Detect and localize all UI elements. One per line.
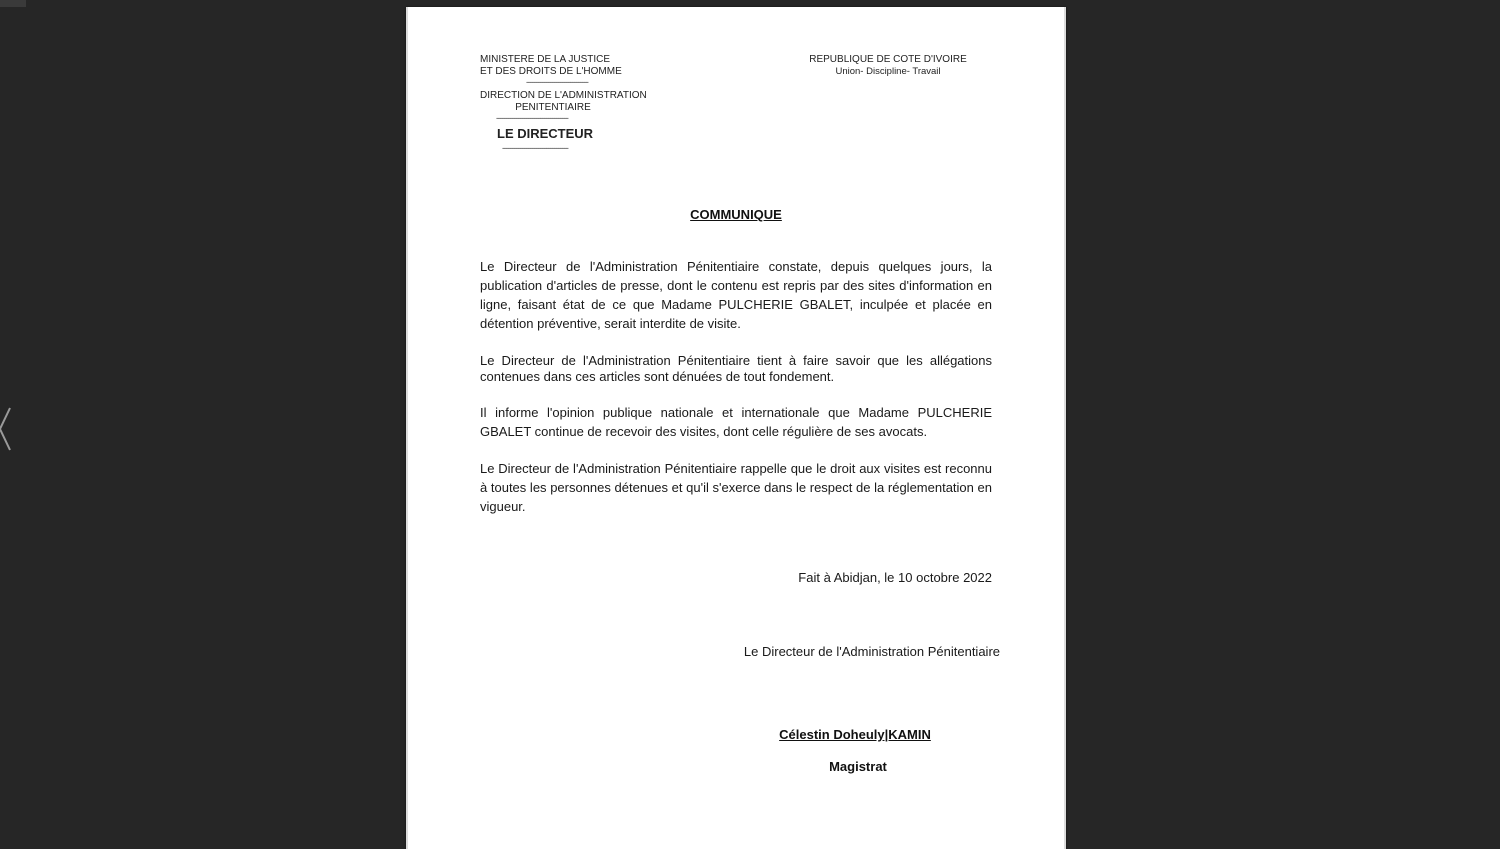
header-separator-3: ---------------------------------: [502, 144, 568, 152]
paragraph-3: Il informe l'opinion publique nationale et internationale que Madame PULCHERIE GBALET continue de recevoir des visites, dont celle régulière de ses avocats.: [480, 405, 992, 439]
header-republic-block: [788, 54, 988, 78]
director-heading: LE DIRECTEUR: [497, 126, 594, 141]
republic-name: REPUBLIQUE DE COTE D'IVOIRE: [809, 54, 967, 65]
paragraph-1: Le Directeur de l'Administration Pénitentiaire constate, depuis quelques jours, la publication d'articles de presse, dont le contenu est repris par des sites d'information en ligne, faisant état de ce que Madame PULCHERIE GBALET, inculpée et placée en détention préventive, serait interdite de visite.: [480, 259, 992, 331]
document-title: COMMUNIQUE: [690, 207, 782, 222]
ministry-line-2: ET DES DROITS DE L'HOMME: [480, 66, 622, 77]
header-ministry-block: [480, 54, 670, 152]
signer-name: Célestin Doheuly|KAMIN: [779, 727, 931, 742]
signer-role: Le Directeur de l'Administration Pénitentiaire: [743, 644, 1000, 659]
previous-arrow-icon[interactable]: [0, 404, 14, 454]
header-separator-2: ------------------------------------: [496, 114, 568, 122]
date-line: Fait à Abidjan, le 10 octobre 2022: [798, 570, 992, 585]
header-separator: -------------------------------: [526, 78, 588, 86]
signer-title: Magistrat: [829, 759, 887, 774]
republic-motto: Union- Discipline- Travail: [835, 66, 941, 77]
direction-line-1: DIRECTION DE L'ADMINISTRATION: [480, 90, 647, 101]
document-body: [480, 257, 992, 516]
document-page: [406, 7, 1066, 849]
paragraph-2: Le Directeur de l'Administration Pénitentiaire tient à faire savoir que les allégations contenues dans ces articles sont dénuées de tout fondement.: [480, 353, 992, 384]
ministry-line-1: MINISTERE DE LA JUSTICE: [480, 54, 611, 65]
viewer-corner-tab: [0, 0, 26, 7]
paragraph-4: Le Directeur de l'Administration Pénitentiaire rappelle que le droit aux visites est reconnu à toutes les personnes détenues et qu'il s'exerce dans le respect de la réglementation en vigueur.: [480, 461, 992, 514]
direction-line-2: PENITENTIAIRE: [515, 102, 591, 113]
